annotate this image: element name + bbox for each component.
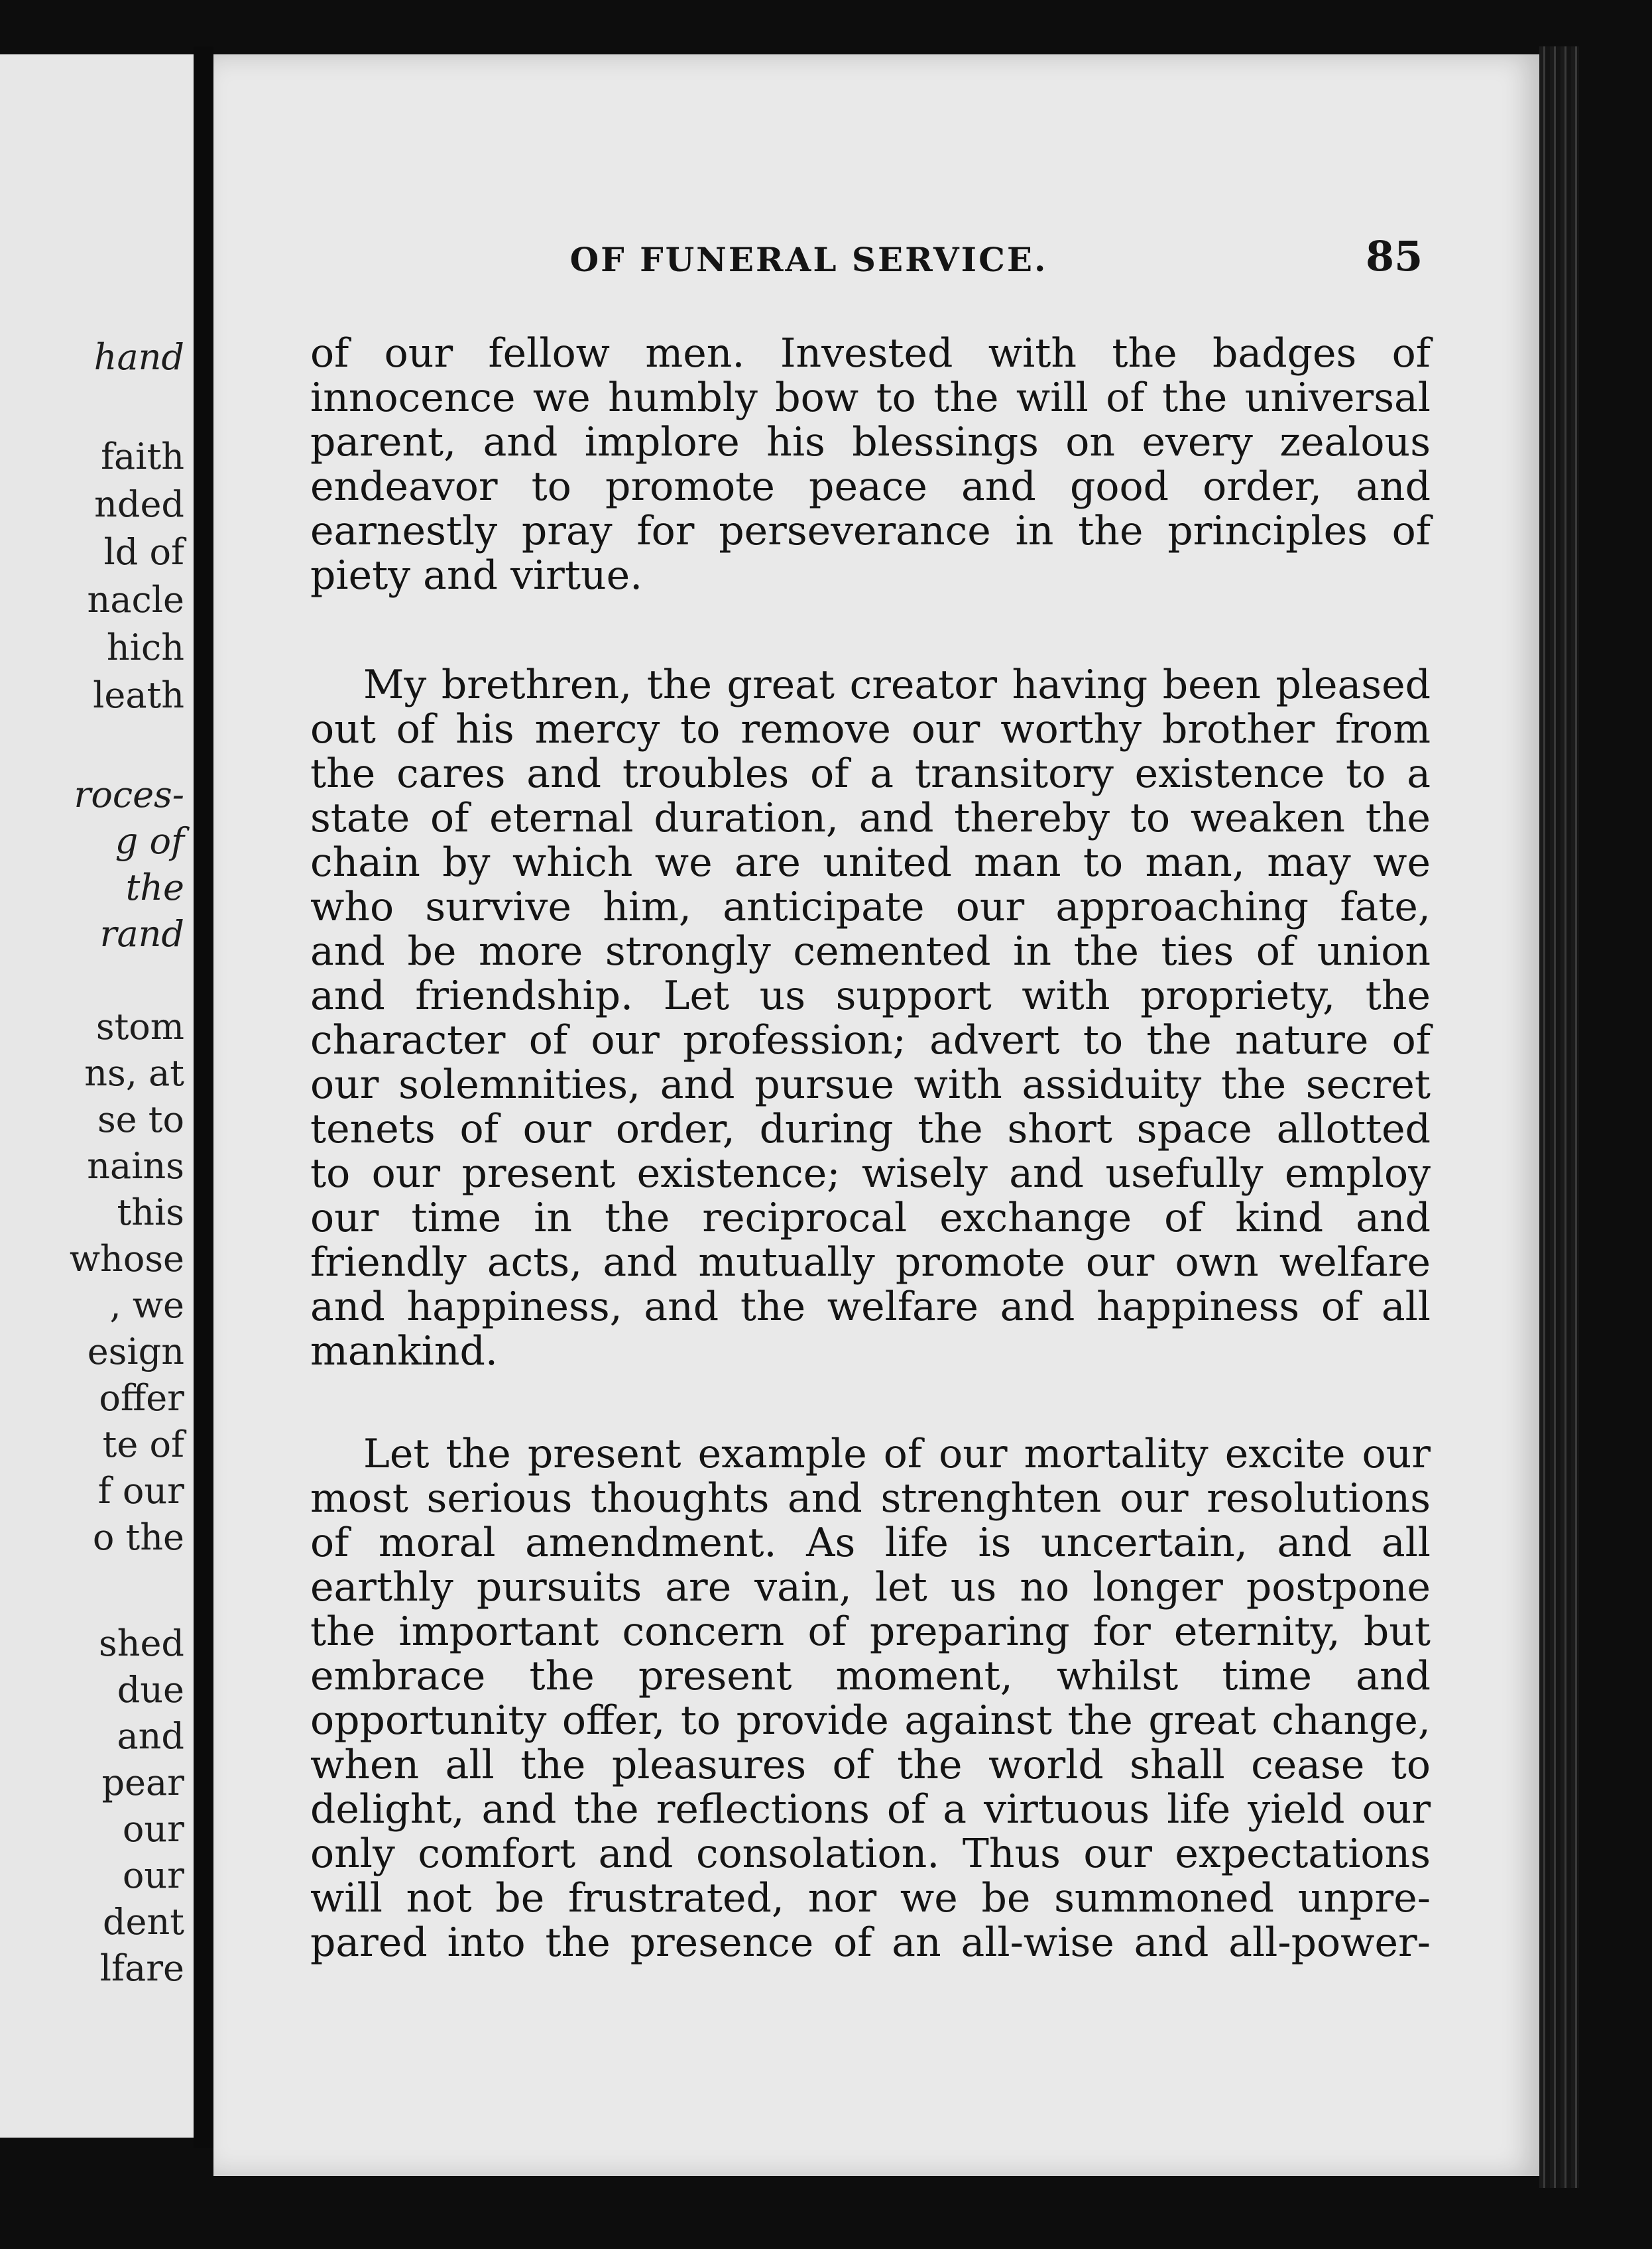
text-line: and friendship. Let us support with propriety, the [310, 973, 1431, 1019]
book-gutter [194, 46, 213, 2148]
text-line: to our present existence; wisely and usefully employ [310, 1150, 1431, 1197]
text-line: earthly pursuits are vain, let us no longer postpone [310, 1564, 1431, 1611]
text-line: will not be frustrated, nor we be summoned unpre- [310, 1875, 1431, 1921]
text-line: state of eternal duration, and thereby to weaken the [310, 795, 1431, 841]
text-line: the important concern of preparing for eternity, but [310, 1609, 1431, 1655]
text-line: Let the present example of our mortality excite our [363, 1431, 1431, 1477]
left-page-fragment: se to [97, 1099, 184, 1140]
text-line: when all the pleasures of the world shall cease to [310, 1742, 1431, 1788]
left-page-fragment: nacle [87, 579, 184, 621]
text-line: and happiness, and the welfare and happiness of all [310, 1284, 1431, 1330]
text-line: chain by which we are united man to man, may we [310, 839, 1431, 886]
text-line: delight, and the reflections of a virtuous life yield our [310, 1786, 1431, 1833]
page-number: 85 [1366, 232, 1423, 280]
text-line: pared into the presence of an all-wise and all-power- [310, 1919, 1431, 1966]
left-page-fragment: dent [102, 1901, 184, 1943]
left-page-fragment: f our [97, 1470, 184, 1512]
left-page-fragment: hich [106, 627, 184, 668]
paragraph [310, 663, 1431, 1374]
paragraph [310, 332, 1431, 598]
text-line: innocence we humbly bow to the will of the universal [310, 375, 1431, 421]
text-line: and be more strongly cemented in the ties of union [310, 928, 1431, 975]
previous-page-edge [0, 54, 194, 2138]
page-stack-edge [1539, 46, 1579, 2188]
left-page-fragment: nains [87, 1145, 184, 1187]
text-line: our time in the reciprocal exchange of kind and [310, 1195, 1431, 1241]
text-line: earnestly pray for perseverance in the principles of [310, 508, 1431, 554]
left-page-fragment: stom [95, 1006, 184, 1048]
text-line: out of his mercy to remove our worthy brother from [310, 706, 1431, 753]
text-line: of moral amendment. As life is uncertain, and all [310, 1520, 1431, 1566]
left-page-fragment: hand [93, 336, 184, 378]
left-page-fragment: o the [92, 1516, 184, 1558]
left-page-fragment: pear [101, 1762, 184, 1803]
left-page-fragment: roces- [74, 774, 184, 816]
left-page-fragment: rand [99, 913, 184, 955]
left-page-fragment: due [117, 1669, 184, 1711]
text-line: friendly acts, and mutually promote our own welfare [310, 1239, 1431, 1286]
left-page-fragment: whose [69, 1238, 184, 1280]
left-page-fragment: ns, at [84, 1052, 184, 1094]
text-line: our solemnities, and pursue with assiduity the secret [310, 1062, 1431, 1108]
paragraph [310, 1432, 1431, 1965]
text-line: the cares and troubles of a transitory existence to a [310, 751, 1431, 797]
text-line: of our fellow men. Invested with the badges of [310, 330, 1431, 377]
text-line: mankind. [310, 1328, 498, 1374]
text-line: parent, and implore his blessings on every zealous [310, 419, 1431, 465]
left-page-fragment: our [122, 1808, 184, 1850]
left-page-fragment: this [117, 1191, 184, 1233]
left-page-fragment: te of [102, 1424, 184, 1465]
left-page-fragment: , we [109, 1284, 184, 1326]
left-page-fragment: shed [98, 1622, 184, 1664]
left-page-fragment: our [122, 1854, 184, 1896]
text-line: My brethren, the great creator having been pleased [363, 662, 1431, 708]
left-page-fragment: lfare [99, 1947, 184, 1989]
left-page-fragment: faith [101, 436, 184, 477]
text-line: piety and virtue. [310, 552, 643, 599]
running-head: OF FUNERAL SERVICE. [569, 240, 1048, 279]
left-page-fragment: leath [93, 674, 184, 716]
left-page-fragment: offer [99, 1377, 184, 1419]
left-page-fragment: ld of [103, 531, 184, 573]
text-line: endeavor to promote peace and good order, and [310, 463, 1431, 510]
left-page-fragment: esign [87, 1331, 184, 1372]
left-page-fragment: nded [94, 483, 184, 525]
left-page-fragment: g of [115, 820, 184, 862]
left-page-fragment: the [125, 867, 184, 908]
text-line: embrace the present moment, whilst time and [310, 1653, 1431, 1699]
text-line: opportunity offer, to provide against the great change, [310, 1697, 1431, 1744]
text-line: only comfort and consolation. Thus our expectations [310, 1831, 1431, 1877]
left-page-fragment: and [117, 1715, 184, 1757]
text-line: who survive him, anticipate our approaching fate, [310, 884, 1431, 930]
text-line: tenets of our order, during the short space allotted [310, 1106, 1431, 1152]
text-line: character of our profession; advert to the nature of [310, 1017, 1431, 1064]
text-line: most serious thoughts and strenghten our resolutions [310, 1475, 1431, 1522]
